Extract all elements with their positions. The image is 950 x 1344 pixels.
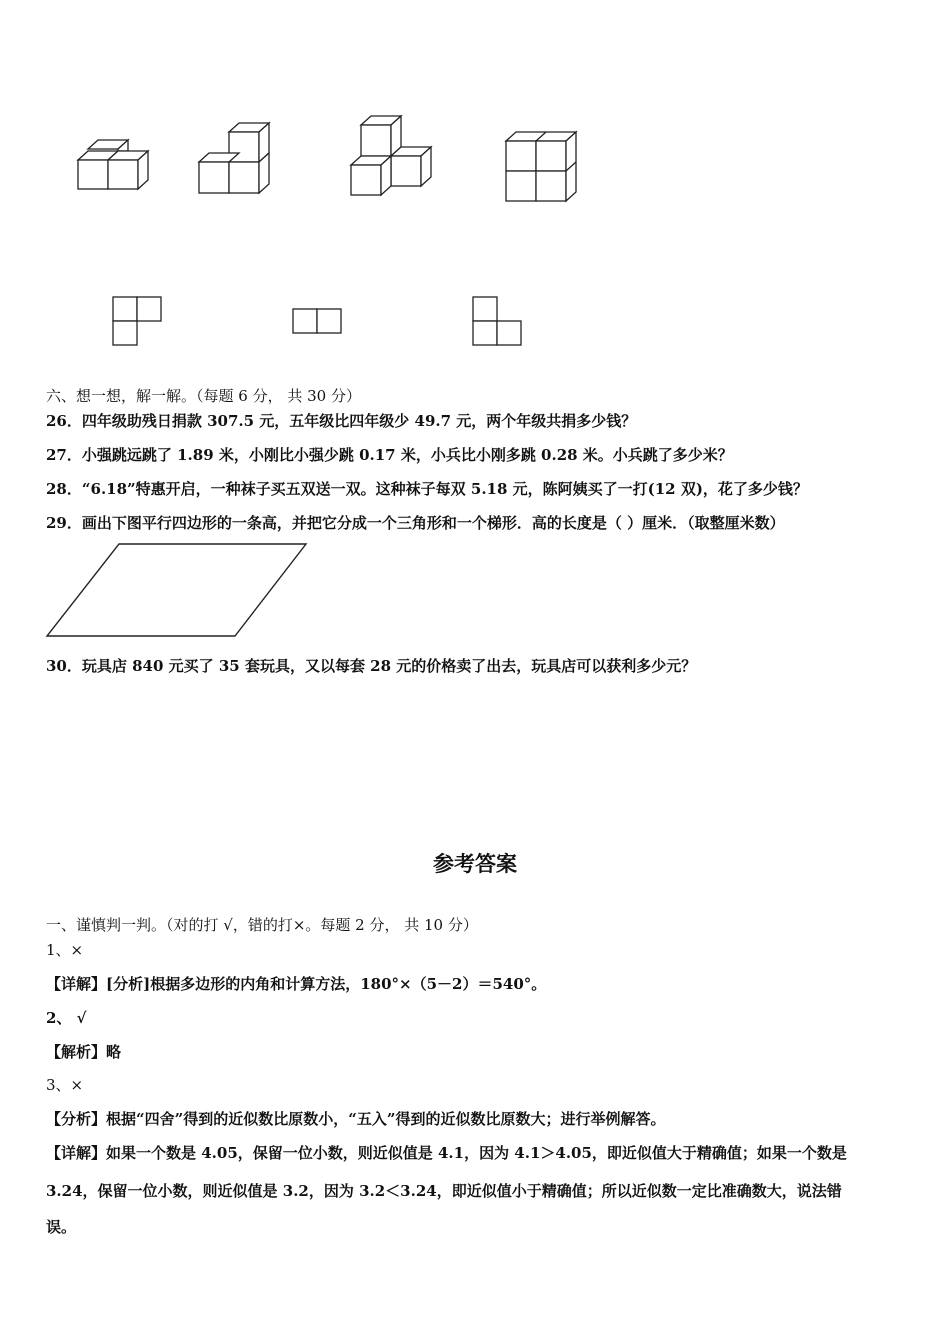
answer-1-detail: 【详解】[分析]根据多边形的内角和计算方法，180°×（5－2）＝540°。: [46, 975, 547, 993]
answer-3-detail-line3: 误。: [46, 1218, 77, 1236]
cube-stack-3: [351, 116, 431, 195]
answer-1: 1、×: [46, 941, 84, 959]
question-30: 30．玩具店 840 元买了 35 套玩具，又以每套 28 元的价格卖了出去，玩具店可以获利多少元？: [46, 657, 697, 675]
answers-section1-header: 一、谨慎判一判。（对的打 √，错的打×。每题 2 分， 共 10 分）: [46, 916, 478, 934]
answer-3: 3、×: [46, 1076, 84, 1094]
answers-title: 参考答案: [433, 852, 517, 876]
view-1: [113, 297, 161, 345]
view-2: [293, 309, 341, 333]
answer-3-detail-line1: 【详解】如果一个数是 4.05，保留一位小数，则近似值是 4.1，因为 4.1＞4.05，即近似值大于精确值；如果一个数是: [46, 1144, 847, 1162]
question-27: 27．小强跳远跳了 1.89 米，小刚比小强少跳 0.17 米，小兵比小刚多跳 0.28 米。小兵跳了多少米？: [46, 446, 733, 464]
cube-stack-1: [78, 140, 148, 189]
question-26: 26．四年级助残日捐款 307.5 元，五年级比四年级少 49.7 元，两个年级共捐多少钱？: [46, 412, 637, 430]
parallelogram: [47, 544, 306, 636]
cube-stack-2: [199, 123, 269, 193]
answer-3-analysis: 【分析】根据“四舍”得到的近似数比原数小，“五入”得到的近似数比原数大；进行举例解答。: [46, 1110, 666, 1128]
section6-header: 六、想一想，解一解。（每题 6 分， 共 30 分）: [46, 387, 361, 405]
cube-stack-4: [506, 132, 576, 201]
answer-2: 2、 √: [46, 1009, 87, 1027]
view-3: [473, 297, 521, 345]
answer-2-detail: 【解析】略: [46, 1043, 122, 1061]
question-29: 29．画出下图平行四边形的一条高，并把它分成一个三角形和一个梯形．高的长度是（ ）厘米．（取整厘米数）: [46, 514, 785, 532]
answer-3-detail-line2: 3.24，保留一位小数，则近似值是 3.2，因为 3.2＜3.24，即近似值小于精确值；所以近似数一定比准确数大，说法错: [46, 1182, 842, 1200]
question-28: 28．“6.18”特惠开启，一种袜子买五双送一双。这种袜子每双 5.18 元，陈阿姨买了一打(12 双)，花了多少钱？: [46, 480, 808, 498]
